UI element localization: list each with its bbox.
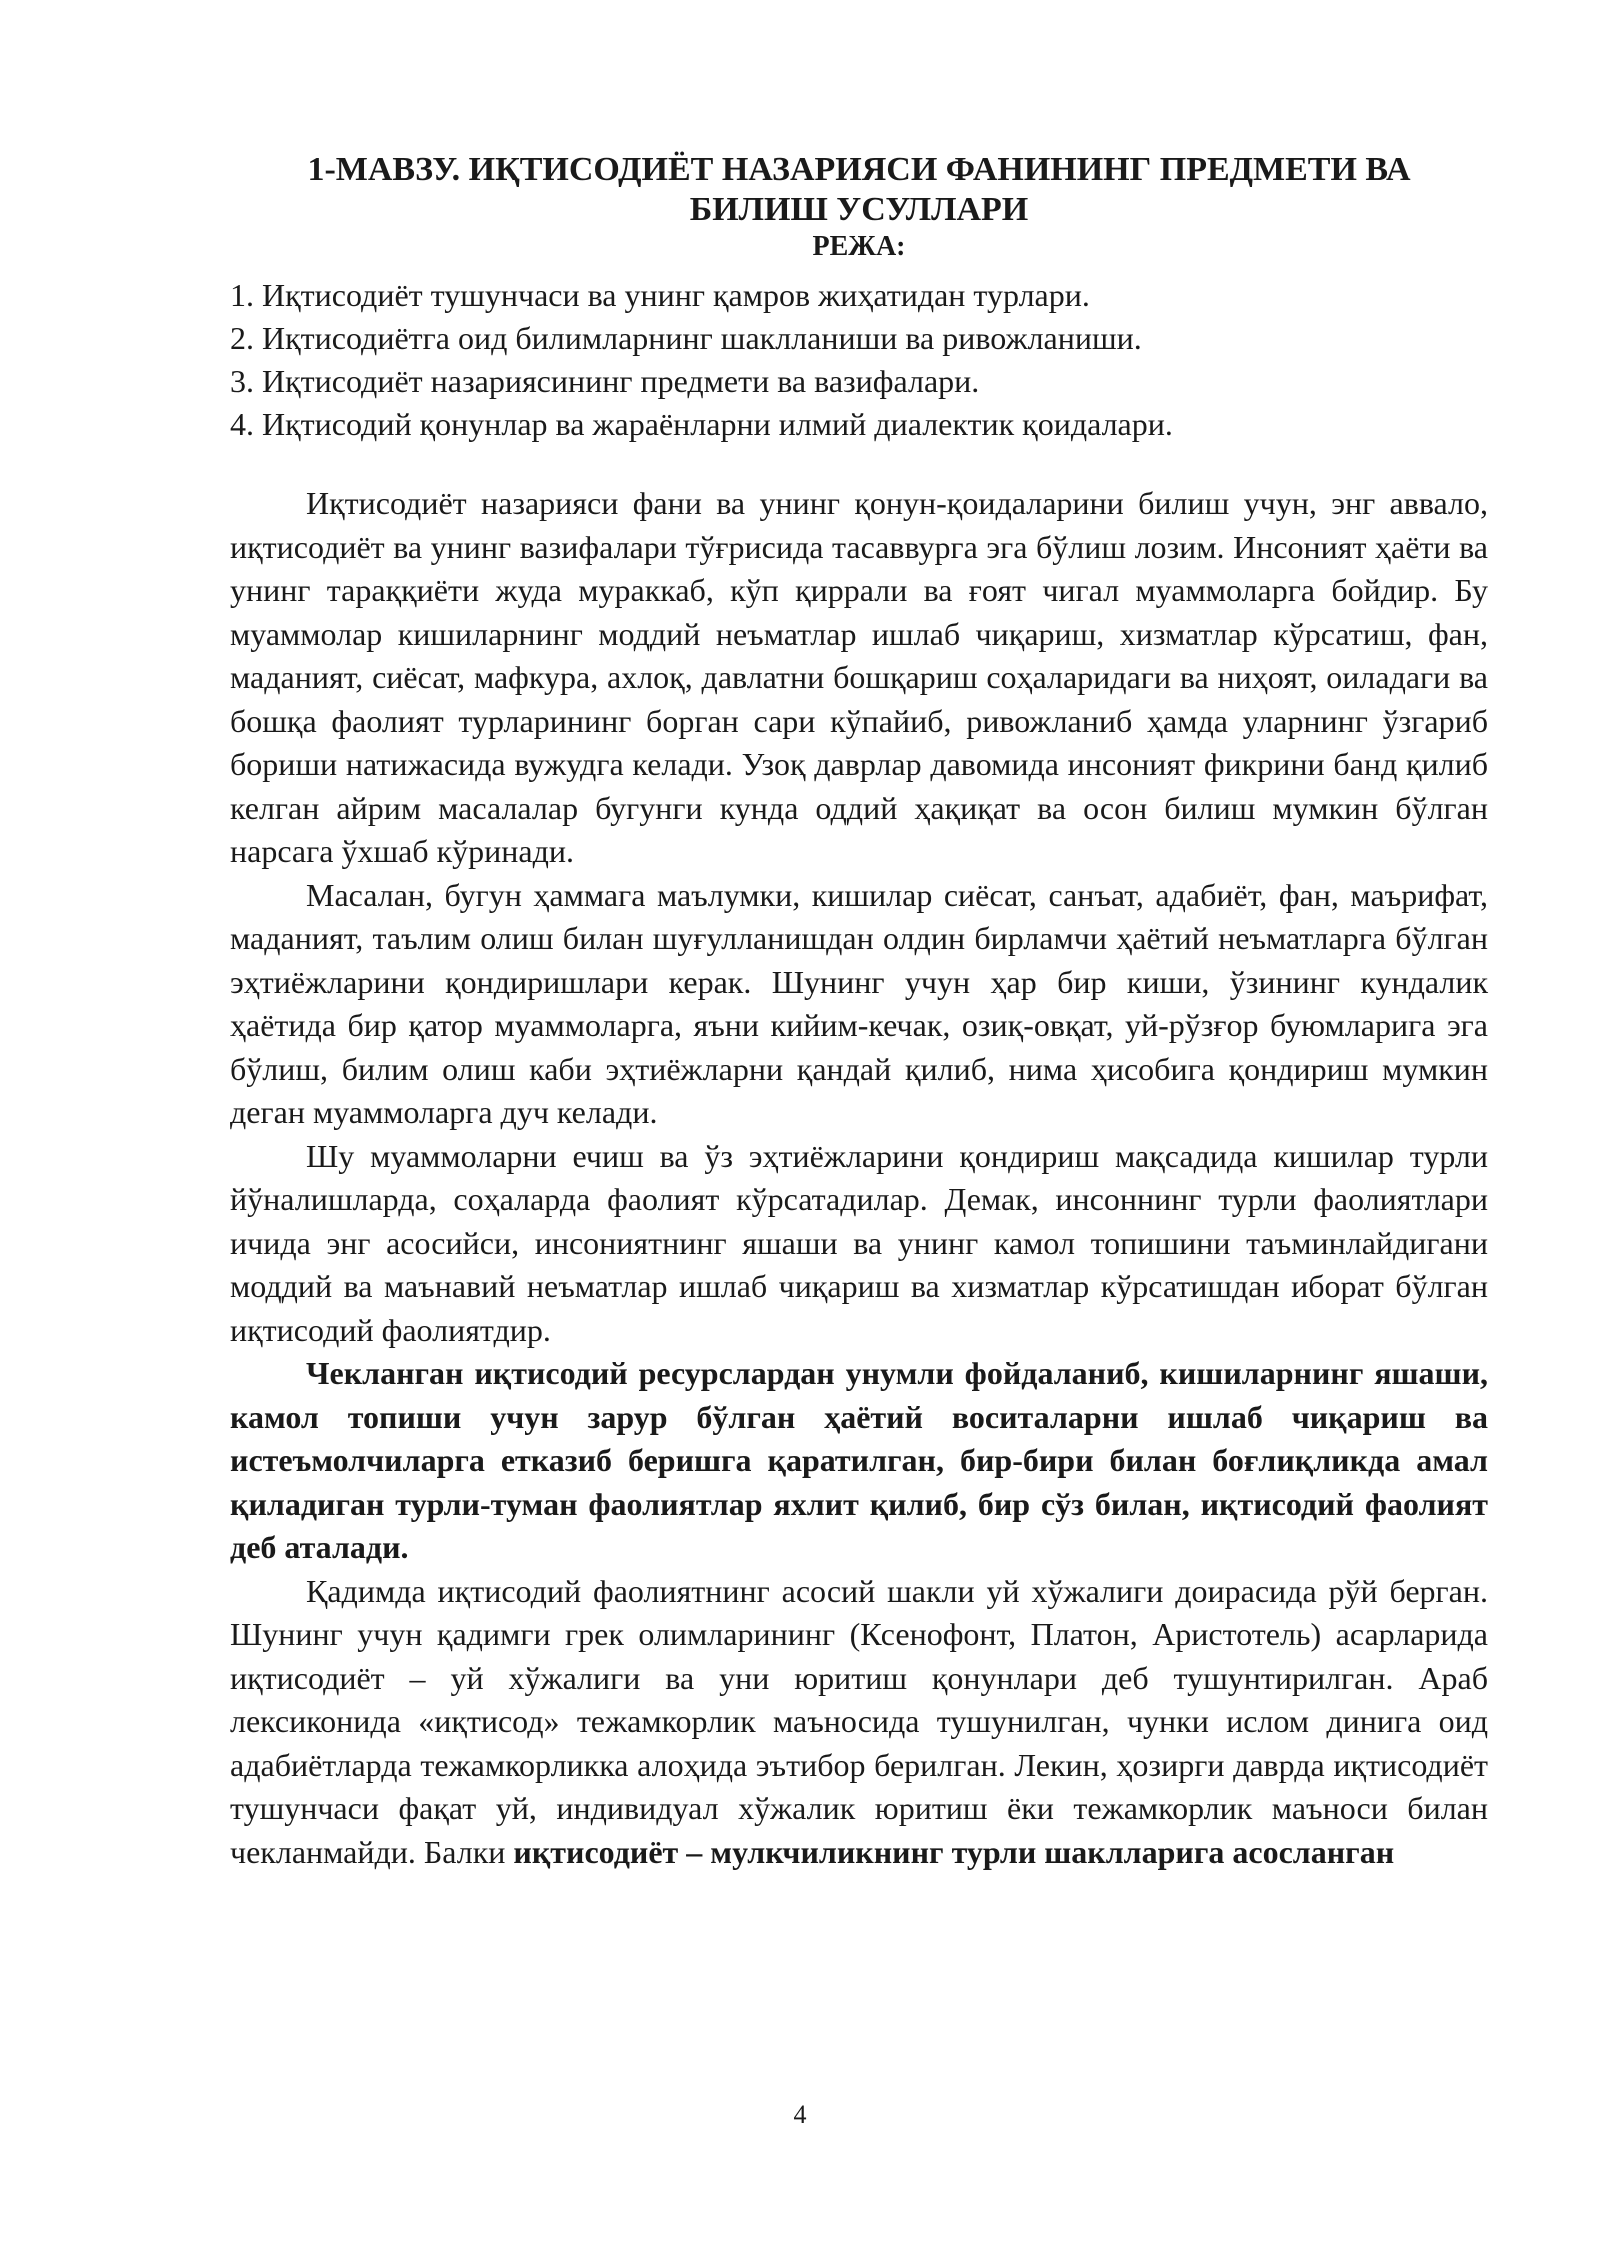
paragraph-5 <box>230 1570 1488 1875</box>
plan-item: 2. Иқтисодиётга оид билимларнинг шаклланиши ва ривожланиши. <box>230 320 1142 356</box>
document-title <box>230 150 1488 230</box>
plan-item: 3. Иқтисодиёт назариясининг предмети ва вазифалари. <box>230 363 980 399</box>
document-page <box>230 150 1488 1874</box>
page-number: 4 <box>793 2100 807 2129</box>
paragraph-5-bold: иқтисодиёт – мулкчиликнинг турли шаклларига асосланган <box>513 1833 1395 1870</box>
plan-heading: РЕЖА: <box>812 231 906 262</box>
paragraph-1: Иқтисодиёт назарияси фани ва унинг қонун-қоидаларини билиш учун, энг аввало, иқтисодиёт ва унинг вазифалари тўғрисида тасаввурга эга бўлиш лозим. Инсоният ҳаёти ва унинг тараққиёти жуда мураккаб, кўп қиррали ва ғоят чигал муаммоларга бойдир. Бу муаммолар кишиларнинг моддий неъматлар ишлаб чиқариш, хизматлар кўрсатиш, фан, маданият, сиёсат, мафкура, ахлоқ, давлатни бошқариш соҳаларидаги ва ниҳоят, оиладаги ва бошқа фаолият турларининг борган сари кўпайиб, ривожланиб ҳамда уларнинг ўзгариб бориши натижасида вужудга келади. Узоқ даврлар давомида инсоният фикрини банд қилиб келган айрим масалалар бугунги кунда оддий ҳақиқат ва осон билиш мумкин бўлган нарсага ўхшаб кўринади. <box>230 485 1488 869</box>
paragraph-5-text: Қадимда иқтисодий фаолиятнинг асосий шакли уй хўжалиги доирасида рўй берган. Шунинг учун қадимги грек олимларининг (Ксенофонт, Платон, Аристотель) асарларида иқтисодиёт – уй хўжалиги ва уни юритиш қонунлари деб тушунтирилган. Араб лексиконида «иқтисод» тежамкорлик маъносида тушунилган, чунки ислом динига оид адабиётларда тежамкорликка алоҳида эътибор берилган. Лекин, ҳозирги даврда иқтисодиёт тушунчаси фақат уй, индивидуал хўжалик юритиш ёки тежамкорлик маъноси билан чекланмайди. Балки <box>230 1572 1488 1870</box>
plan-item: 4. Иқтисодий қонунлар ва жараёнларни илмий диалектик қоидалари. <box>230 406 1173 442</box>
paragraph-2: Масалан, бугун ҳаммага маълумки, кишилар сиёсат, санъат, адабиёт, фан, маърифат, маданият, таълим олиш билан шуғулланишдан олдин бирламчи ҳаётий неъматларга бўлган эҳтиёжларини қондиришлари керак. Шунинг учун ҳар бир киши, ўзининг кундалик ҳаётида бир қатор муаммоларга, яъни кийим-кечак, озиқ-овқат, уй-рўзғор буюмларига эга бўлиш, билим олиш каби эҳтиёжларни қандай қилиб, нима ҳисобига қондириш мумкин деган муаммоларга дуч келади. <box>230 876 1488 1130</box>
plan-item: 1. Иқтисодиёт тушунчаси ва унинг қамров жиҳатидан турлари. <box>230 277 1090 313</box>
paragraph-4-definition <box>230 1352 1488 1570</box>
title-line-1: 1-МАВЗУ. ИҚТИСОДИЁТ НАЗАРИЯСИ ФАНИНИНГ ПРЕДМЕТИ ВА <box>307 151 1411 188</box>
title-line-2: БИЛИШ УСУЛЛАРИ <box>689 191 1029 228</box>
definition-text: Чекланган иқтисодий ресурслардан унумли фойдаланиб, кишиларнинг яшаши, камол топиши учун зарур бўлган ҳаётий воситаларни ишлаб чиқариш ва истеъмолчиларга етказиб беришга қаратилган, бир-бири билан боғлиқликда амал қиладиган турли-туман фаолиятлар яхлит қилиб, бир сўз билан, иқтисодий фаолият деб аталади. <box>230 1355 1488 1565</box>
plan-list <box>230 274 1488 446</box>
paragraph-3: Шу муаммоларни ечиш ва ўз эҳтиёжларини қондириш мақсадида кишилар турли йўналишларда, соҳаларда фаолият кўрсатадилар. Демак, инсоннинг турли фаолиятлари ичида энг асосийси, инсониятнинг яшаши ва унинг камол топишини таъминлайдигани моддий ва маънавий неъматлар ишлаб чиқариш ва хизматлар кўрсатишдан иборат бўлган иқтисодий фаолиятдир. <box>230 1137 1488 1348</box>
